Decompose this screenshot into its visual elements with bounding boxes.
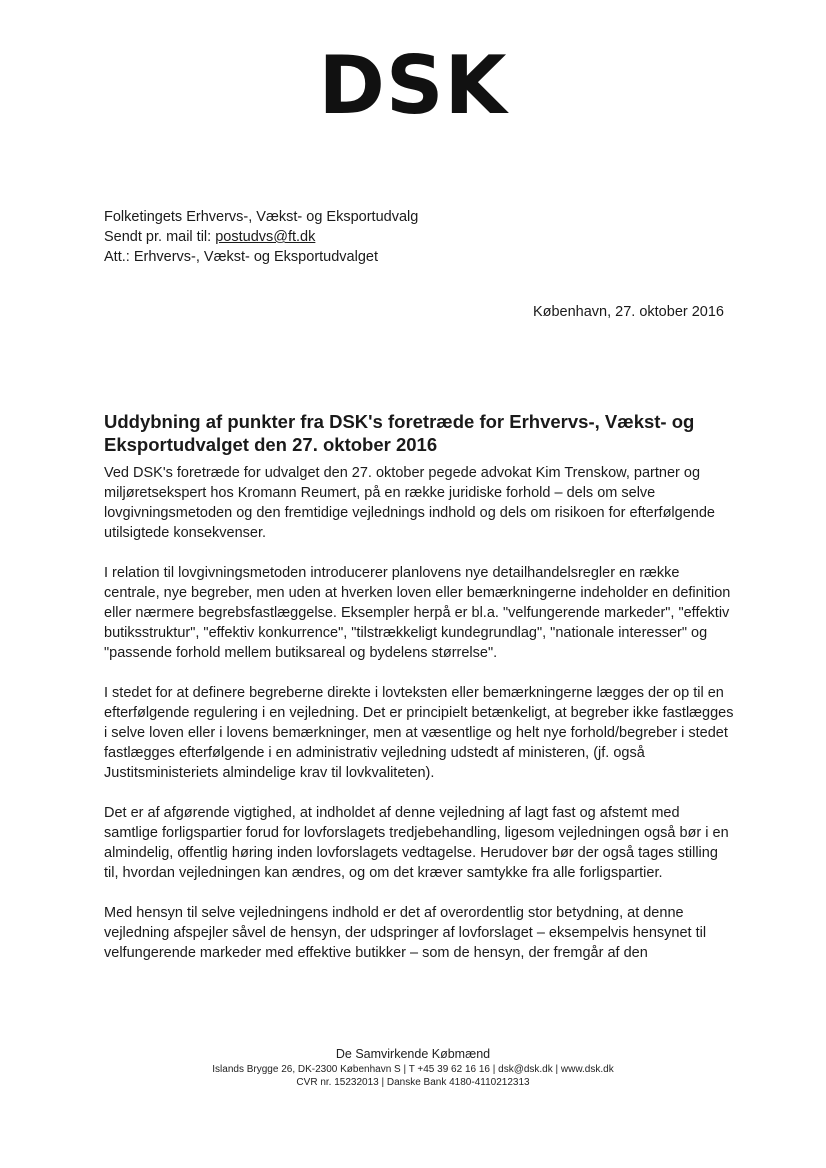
paragraph: Ved DSK's foretræde for udvalget den 27. oktober pegede advokat Kim Trenskow, partner og miljøretsekspert hos Kromann Reumert, på en række juridiske forhold – dels om selve lovgivningsmetoden og den fremtidige vejlednings indhold og dels om risikoen for efterfølgende utilsigtede konsekvenser. bbox=[104, 465, 715, 541]
mail-line bbox=[104, 227, 418, 247]
letterhead-footer bbox=[0, 1046, 826, 1089]
letter-title: Uddybning af punkter fra DSK's foretræde for Erhvervs-, Vækst- og Eksportudvalget den 27. oktober 2016 bbox=[104, 411, 695, 455]
letter-body bbox=[104, 463, 734, 983]
footer-org: De Samvirkende Købmænd bbox=[335, 1047, 491, 1061]
paragraph: Det er af afgørende vigtighed, at indholdet af denne vejledning af lagt fast og afstemt med samtlige forligspartier forud for lovforslagets tredjebehandling, ligesom vejledningen også bør i en almindelig, offentlig høring inden lovforslagets vedtagelse. Herudover bør der også tages stilling til, hvordan vejledningen kan ændres, og om det kræver samtykke fra alle forligspartier. bbox=[104, 805, 729, 881]
footer-cvr: CVR nr. 15232013 | Danske Bank 4180-4110212313 bbox=[296, 1077, 530, 1088]
footer-address: Islands Brygge 26, DK-2300 København S | T +45 39 62 16 16 | dsk@dsk.dk | www.dsk.dk bbox=[212, 1064, 614, 1075]
paragraph: I relation til lovgivningsmetoden introducerer planlovens nye detailhandelsregler en række centrale, nye begreber, men uden at hverken loven eller bemærkningerne indeholder en definition eller nærmere begrebsfastlæggelse. Eksempler herpå er bl.a. "velfungerende markeder", "effektiv butiksstruktur", "effektiv konkurrence", "tilstrækkeligt kundegrundlag", "nationale interesser" og "passende forhold mellem butiksareal og bydelens størrelse". bbox=[104, 565, 731, 661]
paragraph: Med hensyn til selve vejledningens indhold er det af overordentlig stor betydning, at denne vejledning afspejler såvel de hensyn, der udspringer af lovforslaget – eksempelvis hensynet til velfungerende markeder med effektive butikker – som de hensyn, der fremgår af den bbox=[104, 905, 707, 961]
recipient-block bbox=[104, 207, 418, 267]
mail-prefix: Sendt pr. mail til: bbox=[104, 229, 216, 245]
paragraph: I stedet for at definere begreberne direkte i lovteksten eller bemærkningerne lægges der op til en efterfølgende regulering i en vejledning. Det er principielt betænkeligt, at begreber ikke fastlægges i selve loven eller i lovens bemærkninger, men at væsentlige og helt nye forhold/begreber i stedet fastlægges efterfølgende i en administrativ vejledning udstedt af ministeren, (jf. også Justitsministeriets almindelige krav til lovkvaliteten). bbox=[104, 685, 734, 781]
recipient-name: Folketingets Erhvervs-, Vækst- og Eksportudvalg bbox=[104, 209, 419, 225]
mail-link[interactable]: postudvs@ft.dk bbox=[215, 229, 316, 245]
letter-date: København, 27. oktober 2016 bbox=[532, 304, 724, 320]
attention-line: Att.: Erhvervs-, Vækst- og Eksportudvalget bbox=[104, 249, 378, 265]
dsk-logo: DSK bbox=[318, 39, 508, 132]
